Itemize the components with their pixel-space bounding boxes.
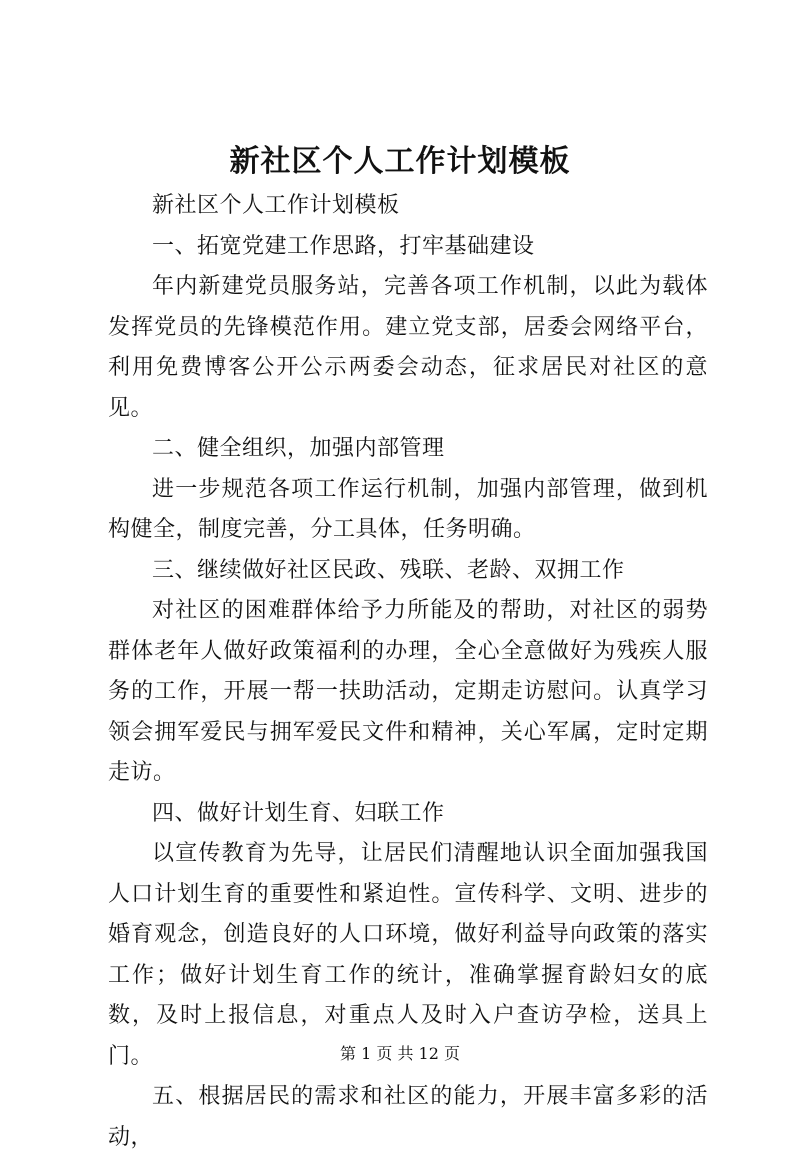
section-heading-2: 二、健全组织，加强内部管理 [152,436,445,461]
paragraph-2: 进一步规范各项工作运行机制，加强内部管理，做到机构健全，制度完善，分工具体，任务明确。 [108,476,708,542]
section-heading-5: 五、根据居民的需求和社区的能力，开展丰富多彩的活动， [108,1084,708,1150]
section-heading-3: 三、继续做好社区民政、残联、老龄、双拥工作 [152,557,625,583]
document-body [108,186,708,1158]
document-title: 新社区个人工作计划模板 [229,144,571,179]
paragraph-3: 对社区的困难群体给予力所能及的帮助，对社区的弱势群体老年人做好政策福利的办理，全心全意做好为残疾人服务的工作，开展一帮一扶助活动，定期走访慰问。认真学习领会拥军爱民与拥军爱民文件和精神，关心军属，定时定期走访。 [108,598,708,785]
paragraph-4: 以宣传教育为先导，让居民们清醒地认识全面加强我国人口计划生育的重要性和紧迫性。宣传科学、文明、进步的婚育观念，创造良好的人口环境，做好利益导向政策的落实工作；做好计划生育工作的统计，准确掌握育龄妇女的底数，及时上报信息，对重点人及时入户查访孕检，送具上门。 [108,841,708,1069]
page-footer: 第 1 页 共 12 页 [340,1044,460,1063]
paragraph-1: 年内新建党员服务站，完善各项工作机制，以此为载体发挥党员的先锋模范作用。建立党支部，居委会网络平台，利用免费博客公开公示两委会动态，征求居民对社区的意见。 [108,274,708,421]
section-heading-1: 一、拓宽党建工作思路，打牢基础建设 [152,233,535,259]
paragraph-subtitle: 新社区个人工作计划模板 [152,193,400,218]
section-heading-4: 四、做好计划生育、妇联工作 [152,800,445,826]
